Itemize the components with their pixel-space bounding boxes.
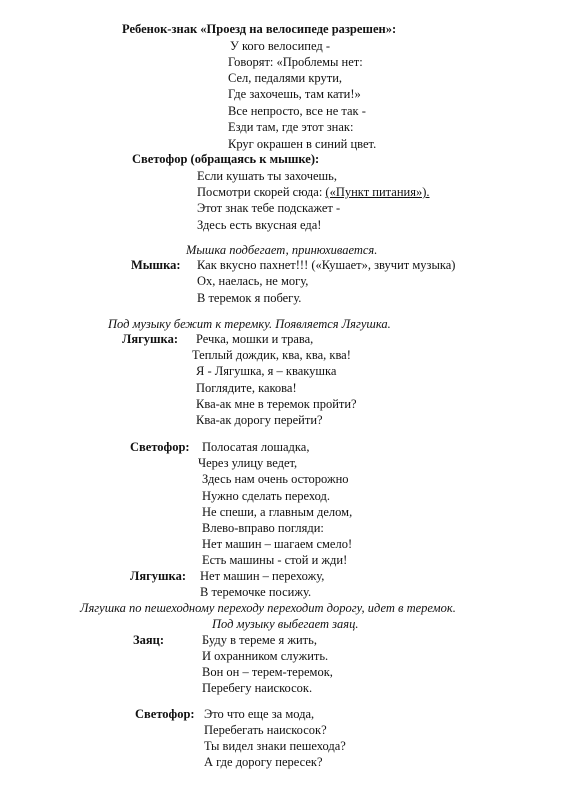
verse-line: Перебегу наискосок. bbox=[202, 681, 313, 695]
verse-line: Если кушать ты захочешь, bbox=[197, 169, 337, 183]
verse-line: Здесь нам очень осторожно bbox=[202, 472, 349, 486]
verse-line: Перебегать наискосок? bbox=[204, 723, 327, 737]
speaker-svetofor: Светофор: bbox=[135, 707, 195, 721]
stage-direction: Под музыку бежит к теремку. Появляется Лягушка. bbox=[108, 317, 391, 331]
verse-line: Этот знак тебе подскажет - bbox=[197, 201, 341, 215]
verse-line: Это что еще за мода, bbox=[204, 707, 315, 721]
verse-line: Поглядите, какова! bbox=[196, 381, 297, 395]
speaker-myshka: Мышка: bbox=[131, 258, 181, 272]
verse-line bbox=[197, 185, 430, 200]
verse-line: Буду в тереме я жить, bbox=[202, 633, 317, 647]
verse-line: Не спеши, а главным делом, bbox=[202, 505, 353, 519]
verse-line: Как вкусно пахнет!!! («Кушает», звучит музыка) bbox=[197, 258, 456, 272]
sign-heading: Ребенок-знак «Проезд на велосипеде разрешен»: bbox=[122, 22, 397, 36]
verse-line: Круг окрашен в синий цвет. bbox=[228, 137, 377, 151]
verse-line: Вон он – терем-теремок, bbox=[202, 665, 333, 679]
speaker-lyagushka: Лягушка: bbox=[122, 332, 178, 346]
verse-line: Езди там, где этот знак: bbox=[228, 120, 354, 134]
verse-line: Говорят: «Проблемы нет: bbox=[228, 55, 363, 69]
verse-line: В теремок я побегу. bbox=[197, 291, 302, 305]
verse-line: Ква-ак мне в теремок пройти? bbox=[196, 397, 357, 411]
verse-line: А где дорогу пересек? bbox=[204, 755, 323, 769]
speaker-svetofor: Светофор (обращаясь к мышке): bbox=[132, 152, 320, 166]
verse-line: Ква-ак дорогу перейти? bbox=[196, 413, 323, 427]
stage-direction: Мышка подбегает, принюхивается. bbox=[186, 243, 378, 257]
speaker-zayac: Заяц: bbox=[133, 633, 164, 647]
stage-direction: Под музыку выбегает заяц. bbox=[212, 617, 359, 631]
verse-line: Здесь есть вкусная еда! bbox=[197, 218, 322, 232]
verse-line: И охранником служить. bbox=[202, 649, 329, 663]
verse-line: Где захочешь, там кати!» bbox=[228, 87, 361, 101]
verse-line: Ох, наелась, не могу, bbox=[197, 274, 309, 288]
verse-line: Сел, педалями крути, bbox=[228, 71, 343, 85]
verse-line: Я - Лягушка, я – квакушка bbox=[196, 364, 337, 378]
verse-line: В теремочке посижу. bbox=[200, 585, 312, 599]
verse-line: Есть машины - стой и жди! bbox=[202, 553, 348, 567]
verse-line: Ты видел знаки пешехода? bbox=[204, 739, 346, 753]
verse-line: Полосатая лошадка, bbox=[202, 440, 310, 454]
verse-line: У кого велосипед - bbox=[230, 39, 330, 53]
verse-line: Через улицу ведет, bbox=[198, 456, 298, 470]
verse-line: Влево-вправо погляди: bbox=[202, 521, 324, 535]
verse-line: Все непросто, все не так - bbox=[228, 104, 366, 118]
stage-direction: Лягушка по пешеходному переходу переходит дорогу, идет в теремок. bbox=[80, 601, 456, 615]
sign-name: («Пункт питания»). bbox=[325, 185, 430, 199]
speaker-svetofor: Светофор: bbox=[130, 440, 190, 454]
verse-line: Нужно сделать переход. bbox=[202, 489, 331, 503]
verse-line: Нет машин – шагаем смело! bbox=[202, 537, 353, 551]
verse-text: Посмотри скорей сюда: bbox=[197, 185, 326, 199]
verse-line: Теплый дождик, ква, ква, ква! bbox=[192, 348, 351, 362]
verse-line: Нет машин – перехожу, bbox=[200, 569, 325, 583]
verse-line: Речка, мошки и трава, bbox=[196, 332, 314, 346]
speaker-lyagushka: Лягушка: bbox=[130, 569, 186, 583]
